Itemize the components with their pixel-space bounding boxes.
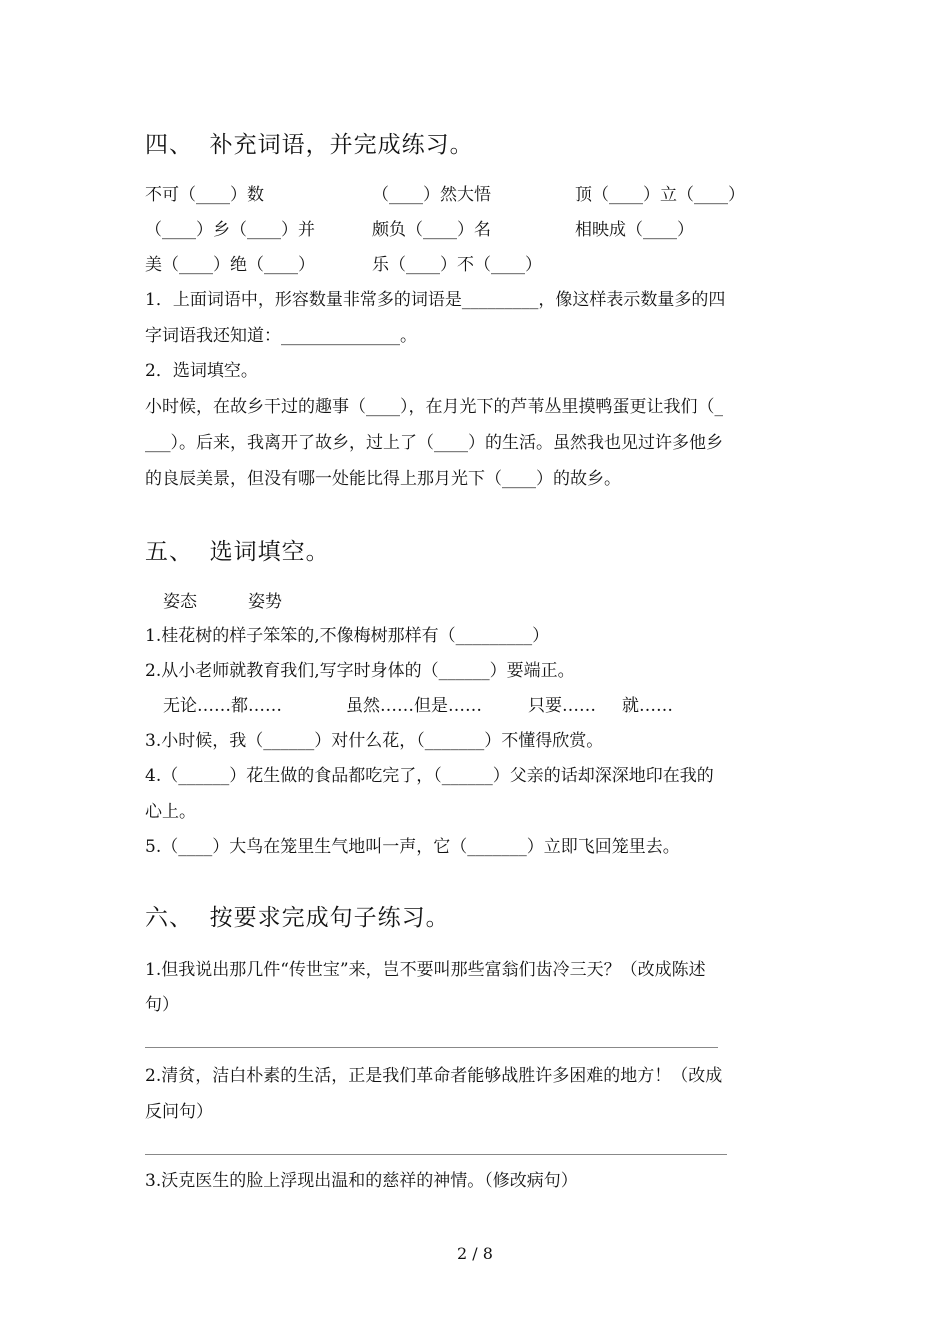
section-4-heading: 四、 补充词语，并完成练习。 — [145, 132, 474, 158]
section-5-heading: 五、 选词填空。 — [145, 539, 330, 565]
choice-word: 就…… — [622, 696, 673, 716]
question-text: 1.但我说出那几件“传世宝”来，岂不要叫那些富翁们齿冷三天？（改成陈述 — [145, 960, 706, 980]
choice-word: 虽然……但是…… — [346, 696, 482, 716]
word-item: 颇负（____）名 — [372, 220, 491, 240]
word-item: （____）然大悟 — [372, 185, 491, 205]
question-text: 4.（______）花生做的食品都吃完了，（______）父亲的话却深深地印在我的 — [145, 766, 714, 786]
question-text: 1.桂花树的样子笨笨的,不像梅树那样有（_________） — [145, 626, 550, 646]
choice-word: 姿势 — [248, 592, 282, 612]
question-text: 1．上面词语中，形容数量非常多的词语是_________，像这样表示数量多的四 — [145, 290, 726, 310]
question-text: 3.小时候，我（______）对什么花，（_______）不懂得欣赏。 — [145, 731, 604, 751]
paragraph-line: 小时候，在故乡干过的趣事（____），在月光下的芦苇丛里摸鸭蛋更让我们（_ — [145, 397, 723, 417]
answer-line — [145, 1154, 727, 1155]
word-item: 顶（____）立（____） — [575, 185, 745, 205]
question-text: 心上。 — [145, 802, 196, 822]
question-text: 5.（____）大鸟在笼里生气地叫一声，它（_______）立即飞回笼里去。 — [145, 837, 680, 857]
question-text: 反问句） — [145, 1102, 213, 1122]
choice-word: 无论……都…… — [163, 696, 282, 716]
question-text: 2.清贫，洁白朴素的生活，正是我们革命者能够战胜许多困难的地方！（改成 — [145, 1066, 723, 1086]
question-text: 字词语我还知道：______________。 — [145, 326, 417, 346]
section-6-heading: 六、 按要求完成句子练习。 — [145, 905, 450, 931]
choice-word: 只要…… — [528, 696, 596, 716]
word-item: 不可（____）数 — [145, 185, 264, 205]
answer-line — [145, 1047, 718, 1048]
question-title: 2．选词填空。 — [145, 361, 258, 381]
question-text: 2.从小老师就教育我们,写字时身体的（______）要端正。 — [145, 661, 575, 681]
question-text: 3.沃克医生的脸上浮现出温和的慈祥的神情。（修改病句） — [145, 1171, 578, 1191]
word-item: （____）乡（____）并 — [145, 220, 315, 240]
question-text: 句） — [145, 995, 179, 1015]
paragraph-line: ___）。后来，我离开了故乡，过上了（____）的生活。虽然我也见过许多他乡 — [145, 433, 723, 453]
word-item: 相映成（____） — [575, 220, 694, 240]
word-item: 美（____）绝（____） — [145, 255, 315, 275]
word-item: 乐（____）不（____） — [372, 255, 542, 275]
choice-word: 姿态 — [163, 592, 197, 612]
page-number: 2 / 8 — [457, 1244, 493, 1263]
paragraph-line: 的良辰美景，但没有哪一处能比得上那月光下（____）的故乡。 — [145, 469, 621, 489]
